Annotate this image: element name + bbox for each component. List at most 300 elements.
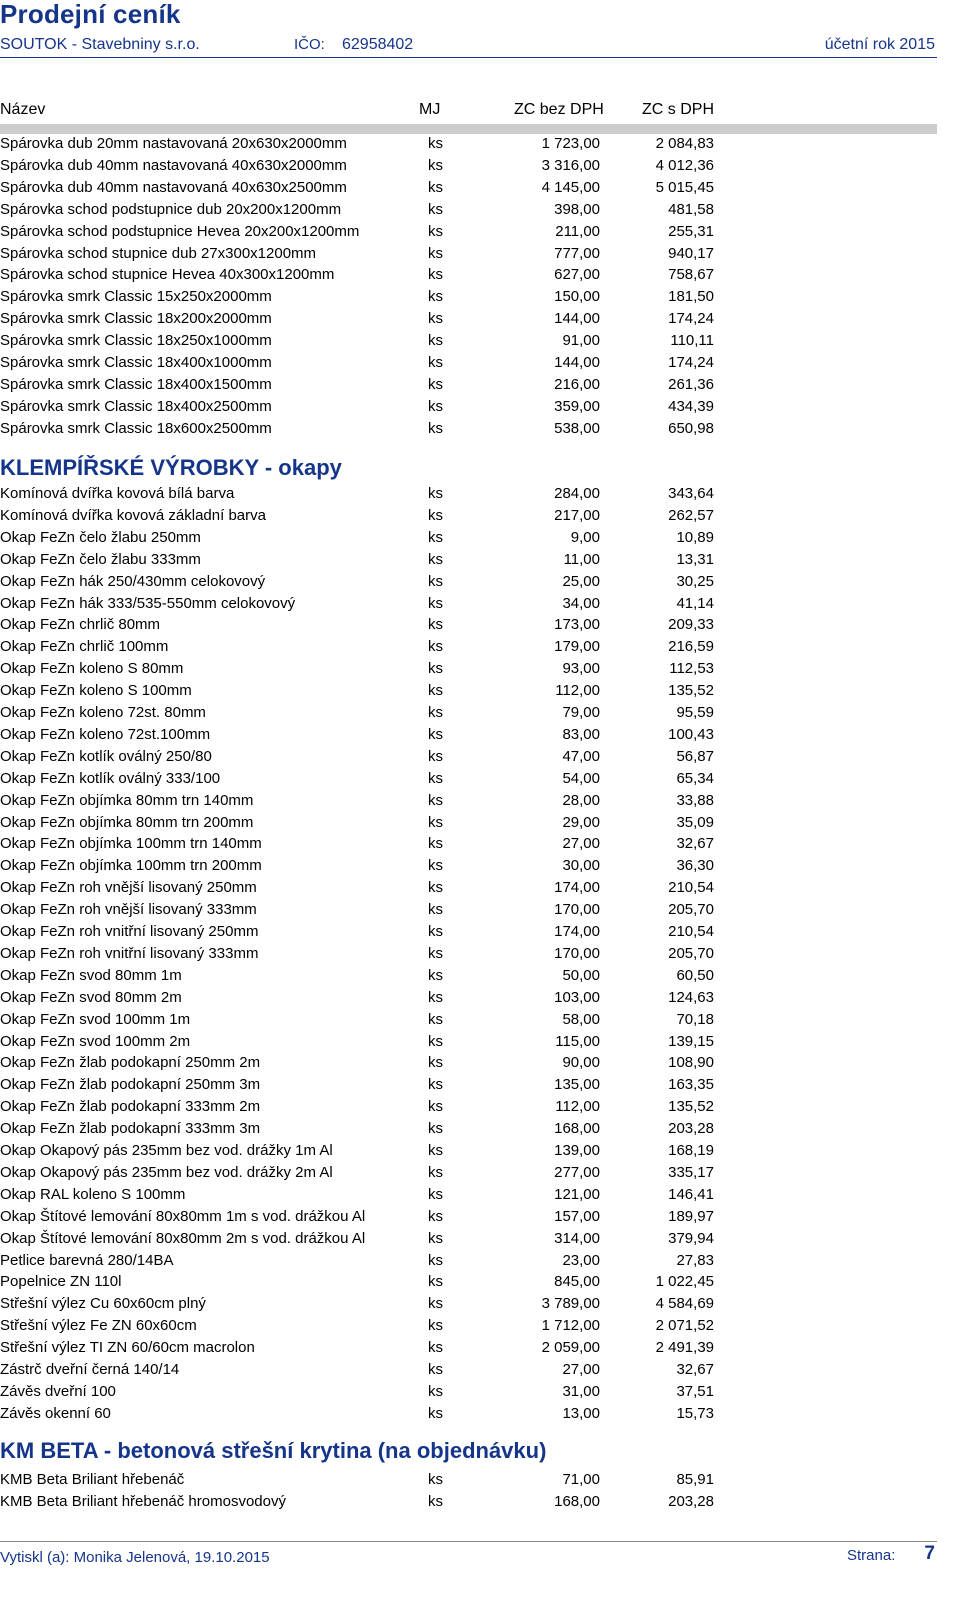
item-price-excl-vat: 173,00: [554, 616, 600, 634]
item-price-excl-vat: 23,00: [562, 1251, 600, 1269]
item-price-excl-vat: 31,00: [562, 1382, 600, 1400]
item-price-incl-vat: 189,97: [668, 1207, 714, 1225]
item-unit: ks: [428, 835, 443, 853]
page-number: 7: [924, 1543, 935, 1564]
item-price-excl-vat: 314,00: [554, 1229, 600, 1247]
item-price-incl-vat: 112,53: [669, 660, 714, 678]
item-price-incl-vat: 262,57: [668, 506, 714, 524]
table-row: [0, 1098, 937, 1120]
table-row: [0, 748, 937, 770]
item-price-incl-vat: 343,64: [668, 485, 714, 502]
item-name: Okap FeZn objímka 80mm trn 200mm: [0, 813, 254, 831]
table-row: [0, 1317, 937, 1339]
item-name: Spárovka smrk Classic 18x200x2000mm: [0, 310, 272, 328]
item-unit: ks: [428, 791, 443, 809]
item-price-incl-vat: 210,54: [668, 923, 714, 940]
item-unit: ks: [428, 222, 443, 240]
item-price-excl-vat: 91,00: [562, 332, 600, 350]
item-price-incl-vat: 2 071,52: [655, 1317, 714, 1335]
item-name: KMB Beta Briliant hřebenáč: [0, 1471, 185, 1488]
item-name: Okap FeZn hák 333/535-550mm celokovový: [0, 594, 296, 612]
table-row: [0, 901, 937, 923]
item-name: Okap FeZn hák 250/430mm celokovový: [0, 572, 266, 590]
item-name: Okap FeZn chrlič 80mm: [0, 616, 161, 634]
item-name: Popelnice ZN 110l: [0, 1273, 122, 1291]
item-name: Okap Štítové lemování 80x80mm 2m s vod. drážkou Al: [0, 1229, 366, 1247]
table-row: [0, 616, 937, 638]
item-price-incl-vat: 758,67: [668, 266, 714, 284]
item-unit: ks: [428, 1251, 443, 1269]
column-header-mj: MJ: [419, 101, 441, 118]
item-price-excl-vat: 144,00: [554, 310, 600, 328]
table-row: [0, 726, 937, 748]
item-price-excl-vat: 216,00: [554, 375, 600, 393]
table-row: [0, 1011, 937, 1033]
table-row: [0, 1493, 937, 1515]
item-unit: ks: [428, 923, 443, 940]
item-price-incl-vat: 35,09: [676, 813, 714, 831]
item-price-excl-vat: 179,00: [554, 638, 600, 656]
item-price-excl-vat: 174,00: [554, 879, 600, 897]
column-header-price-excl-vat: ZC bez DPH: [514, 101, 604, 118]
item-unit: ks: [428, 638, 443, 656]
table-row: [0, 1383, 937, 1405]
item-name: Zástrč dveřní černá 140/14: [0, 1361, 180, 1378]
table-row: [0, 135, 937, 157]
item-price-incl-vat: 15,73: [676, 1404, 714, 1422]
item-price-excl-vat: 174,00: [554, 923, 600, 940]
item-price-excl-vat: 25,00: [562, 572, 600, 590]
item-name: Spárovka smrk Classic 15x250x2000mm: [0, 288, 272, 306]
item-name: Okap FeZn koleno S 80mm: [0, 660, 184, 678]
item-price-excl-vat: 4 145,00: [541, 178, 600, 196]
item-unit: ks: [428, 857, 443, 875]
printed-by: Vytiskl (a): Monika Jelenová, 19.10.2015: [0, 1549, 270, 1566]
item-unit: ks: [428, 1339, 443, 1357]
item-unit: ks: [428, 813, 443, 831]
item-price-excl-vat: 398,00: [554, 200, 600, 218]
item-name: Spárovka dub 20mm nastavovaná 20x630x2000mm: [0, 135, 347, 152]
item-price-incl-vat: 30,25: [676, 572, 714, 590]
item-price-incl-vat: 174,24: [668, 310, 714, 328]
item-price-incl-vat: 1 022,45: [655, 1273, 714, 1291]
table-row: [0, 551, 937, 573]
item-name: Spárovka schod podstupnice Hevea 20x200x1200mm: [0, 222, 360, 240]
item-unit: ks: [428, 266, 443, 284]
item-price-excl-vat: 217,00: [554, 506, 600, 524]
item-price-incl-vat: 33,88: [676, 791, 714, 809]
item-price-excl-vat: 121,00: [554, 1185, 600, 1203]
item-price-excl-vat: 170,00: [554, 944, 600, 962]
item-name: Okap FeZn koleno S 100mm: [0, 682, 192, 700]
table-row: [0, 792, 937, 814]
item-unit: ks: [428, 1032, 443, 1050]
item-unit: ks: [428, 135, 443, 152]
item-price-excl-vat: 284,00: [554, 485, 600, 502]
item-name: Okap FeZn žlab podokapní 333mm 2m: [0, 1098, 261, 1116]
table-row: [0, 1471, 937, 1493]
table-row: [0, 1033, 937, 1055]
table-row: [0, 266, 937, 288]
item-price-excl-vat: 93,00: [562, 660, 600, 678]
item-unit: ks: [428, 660, 443, 678]
item-price-incl-vat: 163,35: [668, 1076, 714, 1094]
item-name: Spárovka dub 40mm nastavovaná 40x630x2000mm: [0, 156, 347, 174]
item-name: Spárovka smrk Classic 18x400x1000mm: [0, 354, 272, 371]
item-unit: ks: [428, 1229, 443, 1247]
item-price-incl-vat: 434,39: [668, 397, 714, 415]
item-unit: ks: [428, 704, 443, 721]
item-name: Okap Okapový pás 235mm bez vod. drážky 1m Al: [0, 1142, 333, 1159]
table-row: [0, 1076, 937, 1098]
table-row: [0, 1186, 937, 1208]
item-unit: ks: [428, 1273, 443, 1291]
page-title: Prodejní ceník: [0, 0, 181, 29]
item-price-incl-vat: 32,67: [676, 1361, 714, 1378]
item-price-excl-vat: 27,00: [562, 835, 600, 853]
item-price-excl-vat: 1 723,00: [541, 135, 600, 152]
table-row: [0, 835, 937, 857]
item-price-incl-vat: 60,50: [676, 966, 714, 984]
item-unit: ks: [428, 1404, 443, 1422]
table-row: [0, 1273, 937, 1295]
item-price-excl-vat: 103,00: [554, 988, 600, 1006]
item-unit: ks: [428, 1207, 443, 1225]
table-row: [0, 857, 937, 879]
table-row: [0, 1295, 937, 1317]
item-price-excl-vat: 54,00: [562, 769, 600, 787]
item-name: Okap FeZn objímka 100mm trn 140mm: [0, 835, 262, 853]
item-price-incl-vat: 205,70: [668, 944, 714, 962]
item-price-excl-vat: 71,00: [562, 1471, 600, 1488]
item-price-excl-vat: 157,00: [554, 1207, 600, 1225]
table-row: [0, 1339, 937, 1361]
item-price-excl-vat: 359,00: [554, 397, 600, 415]
item-unit: ks: [428, 1142, 443, 1159]
item-unit: ks: [428, 725, 443, 743]
item-name: Spárovka smrk Classic 18x600x2500mm: [0, 419, 272, 437]
column-header-name: Název: [0, 101, 46, 118]
item-name: Okap FeZn svod 100mm 2m: [0, 1032, 191, 1050]
item-unit: ks: [428, 616, 443, 634]
item-price-excl-vat: 2 059,00: [541, 1339, 600, 1357]
item-name: Závěs okenní 60: [0, 1404, 111, 1422]
table-row: [0, 310, 937, 332]
item-price-excl-vat: 777,00: [554, 244, 600, 262]
item-unit: ks: [428, 1163, 443, 1181]
item-name: Okap Okapový pás 235mm bez vod. drážky 2m Al: [0, 1163, 333, 1181]
item-price-excl-vat: 168,00: [554, 1492, 600, 1510]
item-name: Okap FeZn čelo žlabu 333mm: [0, 550, 201, 568]
item-name: Okap FeZn roh vnější lisovaný 333mm: [0, 901, 257, 919]
item-price-incl-vat: 209,33: [668, 616, 714, 634]
item-name: Okap FeZn koleno 72st.100mm: [0, 725, 211, 743]
item-price-excl-vat: 538,00: [554, 419, 600, 437]
item-price-excl-vat: 115,00: [555, 1032, 600, 1050]
item-unit: ks: [428, 485, 443, 502]
item-price-incl-vat: 4 584,69: [655, 1295, 714, 1313]
item-name: Okap FeZn svod 100mm 1m: [0, 1010, 191, 1028]
item-price-incl-vat: 2 491,39: [655, 1339, 714, 1357]
table-row: [0, 1361, 937, 1383]
item-price-incl-vat: 65,34: [676, 769, 714, 787]
table-row: [0, 879, 937, 901]
table-row: [0, 223, 937, 245]
table-row: [0, 288, 937, 310]
item-unit: ks: [428, 594, 443, 612]
item-price-incl-vat: 13,31: [676, 550, 714, 568]
item-unit: ks: [428, 1120, 443, 1138]
item-unit: ks: [428, 1361, 443, 1378]
item-price-incl-vat: 146,41: [668, 1185, 714, 1203]
item-price-incl-vat: 940,17: [668, 244, 714, 262]
item-price-incl-vat: 124,63: [668, 988, 714, 1006]
item-price-incl-vat: 210,54: [668, 879, 714, 897]
item-name: Okap FeZn kotlík oválný 250/80: [0, 747, 212, 765]
table-row: [0, 485, 937, 507]
table-row: [0, 1252, 937, 1274]
item-name: Střešní výlez Fe ZN 60x60cm: [0, 1317, 197, 1335]
table-row: [0, 770, 937, 792]
item-unit: ks: [428, 397, 443, 415]
item-price-incl-vat: 5 015,45: [655, 178, 714, 196]
table-row: [0, 660, 937, 682]
header-bar: [0, 124, 937, 134]
item-price-excl-vat: 168,00: [554, 1120, 600, 1138]
item-price-incl-vat: 139,15: [668, 1032, 714, 1050]
item-price-excl-vat: 112,00: [555, 682, 600, 700]
table-row: [0, 1405, 937, 1427]
table-row: [0, 332, 937, 354]
item-unit: ks: [428, 1295, 443, 1313]
item-unit: ks: [428, 200, 443, 218]
item-price-incl-vat: 203,28: [668, 1492, 714, 1510]
item-price-incl-vat: 481,58: [668, 200, 714, 218]
item-name: Spárovka schod stupnice dub 27x300x1200mm: [0, 244, 317, 262]
footer-rule: [0, 1541, 937, 1542]
table-row: [0, 354, 937, 376]
table-row: [0, 945, 937, 967]
item-price-incl-vat: 255,31: [668, 222, 714, 240]
item-name: Okap FeZn roh vnitřní lisovaný 250mm: [0, 923, 259, 940]
item-name: Okap FeZn svod 80mm 1m: [0, 966, 182, 984]
item-price-excl-vat: 50,00: [562, 966, 600, 984]
item-price-excl-vat: 34,00: [562, 594, 600, 612]
item-price-incl-vat: 261,36: [668, 375, 714, 393]
item-price-incl-vat: 95,59: [676, 704, 714, 721]
column-header-price-incl-vat: ZC s DPH: [642, 101, 714, 118]
item-name: Okap FeZn roh vnitřní lisovaný 333mm: [0, 944, 259, 962]
item-price-incl-vat: 135,52: [668, 1098, 714, 1116]
table-row: [0, 638, 937, 660]
table-row: [0, 704, 937, 726]
item-price-excl-vat: 112,00: [555, 1098, 600, 1116]
item-name: Okap FeZn žlab podokapní 333mm 3m: [0, 1120, 261, 1138]
table-row: [0, 157, 937, 179]
page-label: Strana:: [847, 1547, 896, 1564]
item-unit: ks: [428, 1382, 443, 1400]
item-price-excl-vat: 83,00: [562, 725, 600, 743]
item-price-incl-vat: 27,83: [676, 1251, 714, 1269]
table-row: [0, 376, 937, 398]
item-price-excl-vat: 139,00: [554, 1142, 600, 1159]
item-unit: ks: [428, 288, 443, 306]
item-name: Spárovka smrk Classic 18x400x2500mm: [0, 397, 272, 415]
item-price-incl-vat: 335,17: [668, 1163, 714, 1181]
item-unit: ks: [428, 156, 443, 174]
item-unit: ks: [428, 572, 443, 590]
item-unit: ks: [428, 244, 443, 262]
item-name: Okap FeZn svod 80mm 2m: [0, 988, 182, 1006]
item-unit: ks: [428, 375, 443, 393]
item-price-incl-vat: 10,89: [676, 528, 714, 546]
table-row: [0, 179, 937, 201]
item-unit: ks: [428, 944, 443, 962]
item-unit: ks: [428, 528, 443, 546]
item-unit: ks: [428, 419, 443, 437]
item-unit: ks: [428, 1054, 443, 1072]
item-price-incl-vat: 4 012,36: [655, 156, 714, 174]
table-row: [0, 201, 937, 223]
item-price-incl-vat: 70,18: [676, 1010, 714, 1028]
item-unit: ks: [428, 747, 443, 765]
table-row: [0, 989, 937, 1011]
item-unit: ks: [428, 901, 443, 919]
item-price-excl-vat: 9,00: [570, 528, 600, 546]
item-name: Střešní výlez Cu 60x60cm plný: [0, 1295, 206, 1313]
table-row: [0, 1054, 937, 1076]
item-name: Spárovka dub 40mm nastavovaná 40x630x2500mm: [0, 178, 347, 196]
item-unit: ks: [428, 506, 443, 524]
item-unit: ks: [428, 178, 443, 196]
item-unit: ks: [428, 1098, 443, 1116]
table-row: [0, 1164, 937, 1186]
item-unit: ks: [428, 682, 443, 700]
table-row: [0, 1142, 937, 1164]
table-row: [0, 398, 937, 420]
item-price-incl-vat: 110,11: [670, 332, 714, 350]
item-name: Okap FeZn objímka 100mm trn 200mm: [0, 857, 262, 875]
item-name: Komínová dvířka kovová bílá barva: [0, 485, 235, 502]
table-row: [0, 573, 937, 595]
item-price-incl-vat: 2 084,83: [655, 135, 714, 152]
item-price-excl-vat: 13,00: [562, 1404, 600, 1422]
fiscal-year: účetní rok 2015: [824, 36, 935, 53]
table-row: [0, 507, 937, 529]
item-unit: ks: [428, 550, 443, 568]
item-name: Okap FeZn kotlík oválný 333/100: [0, 769, 221, 787]
item-price-incl-vat: 32,67: [676, 835, 714, 853]
item-unit: ks: [428, 354, 443, 371]
item-price-excl-vat: 170,00: [554, 901, 600, 919]
item-price-excl-vat: 144,00: [554, 354, 600, 371]
item-unit: ks: [428, 1010, 443, 1028]
item-price-incl-vat: 37,51: [676, 1382, 714, 1400]
item-name: Okap FeZn koleno 72st. 80mm: [0, 704, 206, 721]
table-row: [0, 1120, 937, 1142]
item-price-incl-vat: 100,43: [668, 725, 714, 743]
item-name: Závěs dveřní 100: [0, 1382, 116, 1400]
item-name: Komínová dvířka kovová základní barva: [0, 506, 266, 524]
item-price-incl-vat: 205,70: [668, 901, 714, 919]
item-unit: ks: [428, 988, 443, 1006]
item-price-excl-vat: 150,00: [554, 288, 600, 306]
item-price-excl-vat: 79,00: [562, 704, 600, 721]
item-name: Okap FeZn žlab podokapní 250mm 3m: [0, 1076, 261, 1094]
item-price-excl-vat: 1 712,00: [541, 1317, 600, 1335]
item-name: Okap FeZn žlab podokapní 250mm 2m: [0, 1054, 261, 1072]
item-name: KMB Beta Briliant hřebenáč hromosvodový: [0, 1492, 286, 1510]
item-name: Okap FeZn objímka 80mm trn 140mm: [0, 791, 254, 809]
item-price-incl-vat: 41,14: [676, 594, 714, 612]
item-name: Spárovka schod stupnice Hevea 40x300x1200mm: [0, 266, 335, 284]
section-title: KM BETA - betonová střešní krytina (na objednávku): [0, 1438, 547, 1463]
item-name: Okap FeZn chrlič 100mm: [0, 638, 169, 656]
item-unit: ks: [428, 966, 443, 984]
item-price-excl-vat: 11,00: [563, 550, 600, 568]
table-row: [0, 595, 937, 617]
table-row: [0, 923, 937, 945]
table-row: [0, 1208, 937, 1230]
item-price-excl-vat: 58,00: [562, 1010, 600, 1028]
item-name: Spárovka smrk Classic 18x250x1000mm: [0, 332, 272, 350]
table-row: [0, 967, 937, 989]
item-price-incl-vat: 135,52: [668, 682, 714, 700]
item-price-excl-vat: 27,00: [562, 1361, 600, 1378]
item-unit: ks: [428, 769, 443, 787]
item-price-excl-vat: 277,00: [554, 1163, 600, 1181]
table-row: [0, 682, 937, 704]
ico-label: IČO:: [294, 36, 325, 53]
header-rule: [0, 57, 937, 58]
item-unit: ks: [428, 310, 443, 328]
item-price-excl-vat: 211,00: [555, 222, 600, 240]
item-price-incl-vat: 36,30: [676, 857, 714, 875]
item-price-incl-vat: 85,91: [676, 1471, 714, 1488]
item-price-excl-vat: 30,00: [562, 857, 600, 875]
item-price-excl-vat: 3 789,00: [541, 1295, 600, 1313]
ico-value: 62958402: [342, 36, 414, 53]
section-title: KLEMPÍŘSKÉ VÝROBKY - okapy: [0, 455, 342, 480]
item-price-incl-vat: 56,87: [676, 747, 714, 765]
item-price-excl-vat: 135,00: [554, 1076, 600, 1094]
item-price-incl-vat: 181,50: [668, 288, 714, 306]
item-name: Petlice barevná 280/14BA: [0, 1251, 174, 1269]
item-price-excl-vat: 90,00: [562, 1054, 600, 1072]
item-unit: ks: [428, 1471, 443, 1488]
item-price-excl-vat: 47,00: [562, 747, 600, 765]
item-price-excl-vat: 29,00: [562, 813, 600, 831]
item-price-incl-vat: 650,98: [668, 419, 714, 437]
company-name: SOUTOK - Stavebniny s.r.o.: [0, 36, 200, 53]
table-row: [0, 245, 937, 267]
item-name: Spárovka schod podstupnice dub 20x200x1200mm: [0, 200, 342, 218]
item-name: Okap RAL koleno S 100mm: [0, 1185, 186, 1203]
item-price-excl-vat: 845,00: [554, 1273, 600, 1291]
item-name: Okap Štítové lemování 80x80mm 1m s vod. drážkou Al: [0, 1207, 366, 1225]
table-row: [0, 529, 937, 551]
item-price-incl-vat: 216,59: [668, 638, 714, 656]
item-price-incl-vat: 174,24: [668, 354, 714, 371]
item-price-incl-vat: 379,94: [668, 1229, 714, 1247]
item-unit: ks: [428, 1492, 443, 1510]
item-unit: ks: [428, 1076, 443, 1094]
item-unit: ks: [428, 1185, 443, 1203]
item-price-incl-vat: 168,19: [668, 1142, 714, 1159]
item-price-excl-vat: 3 316,00: [541, 156, 600, 174]
item-name: Okap FeZn čelo žlabu 250mm: [0, 528, 201, 546]
item-price-excl-vat: 28,00: [562, 791, 600, 809]
